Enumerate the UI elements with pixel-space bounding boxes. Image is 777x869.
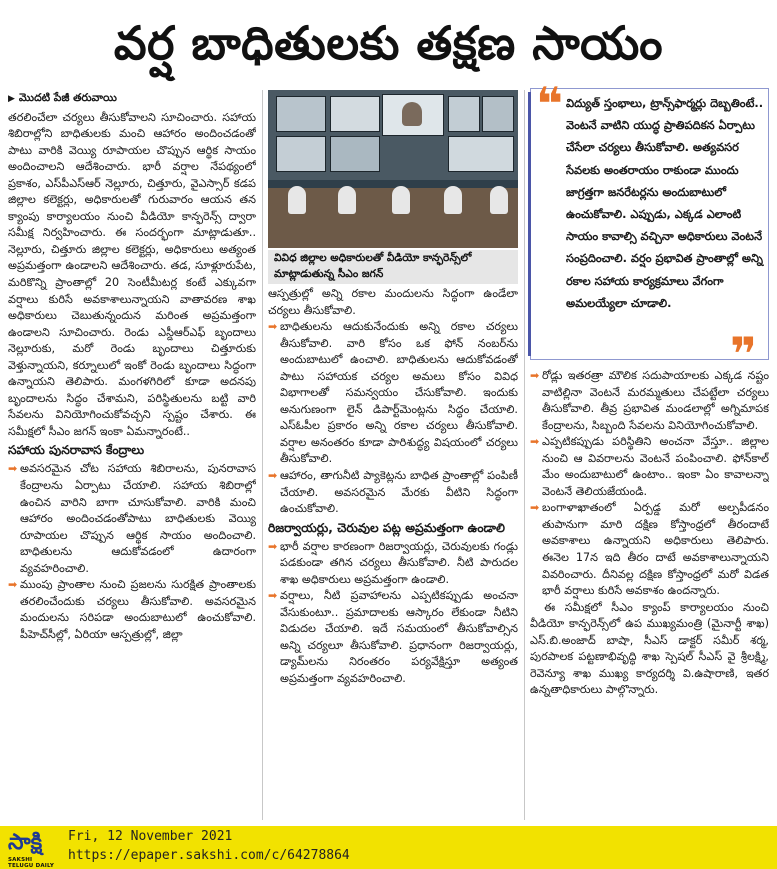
section-subhead: రిజర్వాయర్లు, చెరువుల పట్ల అప్రమత్తంగా ఉండాలి — [268, 520, 505, 535]
footer-bar — [0, 826, 777, 869]
arrow-bullet-icon: ➡ — [8, 462, 18, 476]
arrow-bullet-icon: ➡ — [530, 435, 540, 449]
column-middle — [268, 286, 518, 820]
article-paragraph: ఈ సమీక్షలో సీఎం క్యాంప్ కార్యాలయం నుంచి వీడియో కాన్ఫరెన్స్‌లో ఉప ముఖ్యమంత్రి (మైనార్టీ శాఖ) ఎస్.బి.అంజాద్ బాషా, సీఎస్ డాక్టర్ సమీర్ శర్మ, పురపాలక పట్టణాభివృద్ధి శాఖ స్పెషల్ సీఎస్ వై శ్రీలక్ష్మి, రెవెన్యూ శాఖ ముఖ్య కార్యదర్శి వి.ఉషారాణి, ఇతర ఉన్నతాధికారులు పాల్గొన్నారు. — [530, 600, 769, 697]
article-paragraph: తరలించేలా చర్యలు తీసుకోవాలని సూచించారు. సహాయ శిబిరాల్లోని బాధితులకు మంచి ఆహారం అందించడంతో పాటు వారికి వెయ్యి రూపాయల చొప్పున ఆర్థిక సాయం అందించాలని ఆదేశించారు. భారీ వర్షాల నేపథ్యంలో ప్రకాశం, ఎస్‌పీఎస్‌ఆర్ నెల్లూరు, చిత్తూరు, వైఎస్సార్ కడప జిల్లాల కలెక్టర్లు, అధికారులతో గురువారం ఆయన తన క్యాంపు కార్యాలయం నుంచి వీడియో కాన్ఫరెన్స్ ద్వారా సమీక్ష నిర్వహించారు. ఈ సందర్భంగా మాట్లాడుతూ.. నెల్లూరు, చిత్తూరు జిల్లాల కలెక్టర్లు, అధికారులు అత్యంత అప్రమత్తంగా ఉండాలని ఆదేశించారు. తడ, సూళ్లూరుపేట, మరికొన్ని ప్రాంతాల్లో 20 సెంటీమీటర్ల కంటే ఎక్కువగా వర్షాలు కురిసే అవకాశాలున్నాయని వాతావరణ శాఖ అధికారులు చెబుతున్నందున మరింత అప్రమత్తంగా ఉండాలని సూచించారు. రెండు ఎస్డీఆర్ఎఫ్ బృందాలు నెల్లూరుకు, మరో రెండు బృందాలు చిత్తూరుకు వెళ్తున్నాయని, కర్నూలులో ఇంకో రెండు బృందాలు సిద్ధంగా ఉన్నాయని తెలిపారు. మంగళగిరిలో కూడా అదనపు బృందాలను సిద్ధం చేశామని, పరిస్థితులను బట్టి వారి సేవలను వినియోగించుకోవచ్చని స్పష్టం చేశారు. ఈ సమీక్షలో సీఎం జగన్ ఇంకా ఏమన్నారంటే.. — [8, 110, 256, 438]
bullet-item: ➡ ఎప్పటికప్పుడు పరిస్థితిని అంచనా వేస్తూ.. జిల్లాల నుంచి ఆ వివరాలను వెంటనే పంపించాలి. ఫోన్‌కాల్ మేం అందుబాటులో ఉంటాం.. ఇంకా ఏం కావాలన్నా వెంటనే తెలియజేయండి. — [530, 435, 769, 498]
bullet-item: ➡ ఆహారం, తాగునీటి ప్యాకెట్లను బాధిత ప్రాంతాల్లో పంపిణీ చేయాలి. అవసరమైన మేరకు వీటిని సిద్ధంగా ఉంచుకోవాలి. — [268, 469, 518, 516]
arrow-bullet-icon: ➡ — [530, 501, 540, 515]
close-quote-icon: ❞ — [730, 327, 757, 381]
arrow-bullet-icon: ➡ — [268, 320, 278, 334]
sakshi-logo[interactable]: సాక్షి SAKSHI TELUGU DAILY — [8, 829, 55, 869]
photo-caption: వివిధ జిల్లాల అధికారులతో వీడియో కాన్ఫరెన్స్‌లో మాట్లాడుతున్న సీఎం జగన్ — [268, 250, 518, 284]
bullet-item: ➡ భారీ వర్షాల కారణంగా రిజర్వాయర్లు, చెరువులకు గండ్లు పడకుండా తగిన చర్యలు తీసుకోవాలి. నీటి పారుదల శాఖ అధికారులు అప్రమత్తంగా ఉండాలి. — [268, 539, 518, 586]
triangle-icon: ▶ — [8, 94, 15, 104]
section-subhead: సహాయ పునరావాస కేంద్రాలు — [8, 443, 145, 458]
pull-quote-text: విద్యుత్ స్తంభాలు, ట్రాన్స్‌ఫార్మర్లు దెబ్బతింటే.. వెంటనే వాటిని యుద్ధ ప్రాతిపదికన ఏర్పాటు చేసేలా చర్యలు తీసుకోవాలి. అత్యవసర సేవలకు అంతరాయం రాకుండా ముందు జాగ్రత్తగా జనరేటర్లను అందుబాటులో ఉంచుకోవాలి. ఎప్పుడు, ఎక్కడ ఎలాంటి సాయం కావాల్సి వచ్చినా అధికారులు వెంటనే సంప్రదించాలి. వర్షం ప్రభావిత ప్రాంతాల్లో అన్ని రకాల సహాయ కార్యక్రమాలు వేగంగా అమలయ్యేలా చూడాలి. — [566, 96, 764, 310]
continuation-label: ▶ మొదటి పేజీ తరువాయి — [8, 91, 117, 104]
column-divider — [524, 90, 525, 820]
publication-date: Fri, 12 November 2021 — [68, 829, 233, 844]
article-paragraph: ఆస్పత్రుల్లో అన్ని రకాల మందులను సిద్ధంగా ఉండేలా చర్యలు తీసుకోవాలి. — [268, 287, 518, 317]
bullet-item: ➡ అవసరమైన చోట సహాయ శిబిరాలను, పునరావాస కేంద్రాలను ఏర్పాటు చేయాలి. సహాయ శిబిరాల్లో ఉంచిన వారిని బాగా చూసుకోవాలి. వారికి మంచి ఆహారం అందించడంతోపాటు బాధితులకు వెయ్యి రూపాయల చొప్పున ఆర్థిక సాయం అందించాలి. బాధితులను ఆదుకోవడంలో ఉదారంగా వ్యవహరించాలి. — [8, 462, 256, 575]
arrow-bullet-icon: ➡ — [268, 539, 278, 553]
bullet-item: ➡ బంగాళాఖాతంలో ఏర్పడ్డ మరో అల్పపీడనం తుపానుగా మారి దక్షిణ కోస్తాంధ్రలో తీరందాటే అవకాశాలు ఉన్నాయని అధికారులు తెలిపారు. ఈనెల 17న ఇది తీరం దాటే అవకాశాలున్నాయని వివరించారు. దీనివల్ల దక్షిణ కోస్తాంధ్రలో మరో విడత భారీ వర్షాలు కురిసే అవకాశం ఉందన్నారు. — [530, 501, 769, 598]
bullet-item: ➡ రోడ్లు ఇతరత్రా మౌలిక సదుపాయాలకు ఎక్కడ నష్టం వాటిల్లినా వెంటనే మరమ్మతులు చేపట్టేలా చర్యలు తీసుకోవాలి. తీవ్ర ప్రభావిత మండలాల్లో అగ్నిమాపక కేంద్రాలను, సిబ్బంది సేవలను వినియోగించుకోవాలి. — [530, 369, 769, 432]
news-photo — [268, 90, 518, 248]
arrow-bullet-icon: ➡ — [268, 589, 278, 603]
arrow-bullet-icon: ➡ — [268, 469, 278, 483]
headline: వర్ష బాధితులకు తక్షణ సాయం — [113, 16, 664, 70]
source-url[interactable]: https://epaper.sakshi.com/c/64278864 — [68, 848, 350, 863]
column-right — [530, 368, 769, 820]
column-divider — [262, 90, 263, 820]
bullet-item: ➡ వర్షాలు, నీటి ప్రవాహాలను ఎప్పటికప్పుడు అంచనా వేసుకుంటూ.. ప్రమాదాలకు ఆస్కారం లేకుండా నీటిని విడుదల చేయాలి. ఇదే సమయంలో తీసుకోవాల్సిన అన్ని చర్యలూ తీసుకోవాలి. ప్రధానంగా రిజర్వాయర్లు, డ్యామ్‌లను నిరంతరం పర్యవేక్షిస్తూ అత్యంత అప్రమత్తంగా వ్యవహరించాలి. — [268, 589, 518, 686]
open-quote-icon: ❝ — [536, 77, 563, 131]
bullet-item: ➡ బాధితులను ఆదుకునేందుకు అన్ని రకాల చర్యలు తీసుకోవాలి. వారి కోసం ఒక ఫోన్ నంబర్‌ను అందుబాటులో ఉంచాలి. బాధితులను ఆదుకోవడంతో పాటు సహాయక చర్యల అమలు కోసం వివిధ విభాగాలతో సమన్వయం చేసుకోవాలి. ఇందుకు అనుగుణంగా లైన్ డిపార్ట్‌మెంట్లను సిద్ధం చేయాలి. ఎస్ఓపీల ప్రకారం అన్ని రకాల చర్యలు తీసుకోవాలి. వర్షాల అనంతరం కూడా పారిశుద్ధ్య విషయంలో చర్యలు తీసుకోవాలి. — [268, 320, 518, 466]
arrow-bullet-icon: ➡ — [530, 369, 540, 382]
bullet-item: ➡ ముంపు ప్రాంతాల నుంచి ప్రజలను సురక్షిత ప్రాంతాలకు తరలించేందుకు చర్యలు తీసుకోవాలి. అవసరమైన మందులను సరిపడా అందుబాటులో ఉంచుకోవాలి. పీహెచ్‌సీల్లో, ఏరియా ఆస్పత్రుల్లో, జిల్లా — [8, 578, 256, 641]
column-left — [8, 90, 256, 820]
pull-quote-bar — [528, 92, 531, 356]
arrow-bullet-icon: ➡ — [8, 578, 18, 592]
